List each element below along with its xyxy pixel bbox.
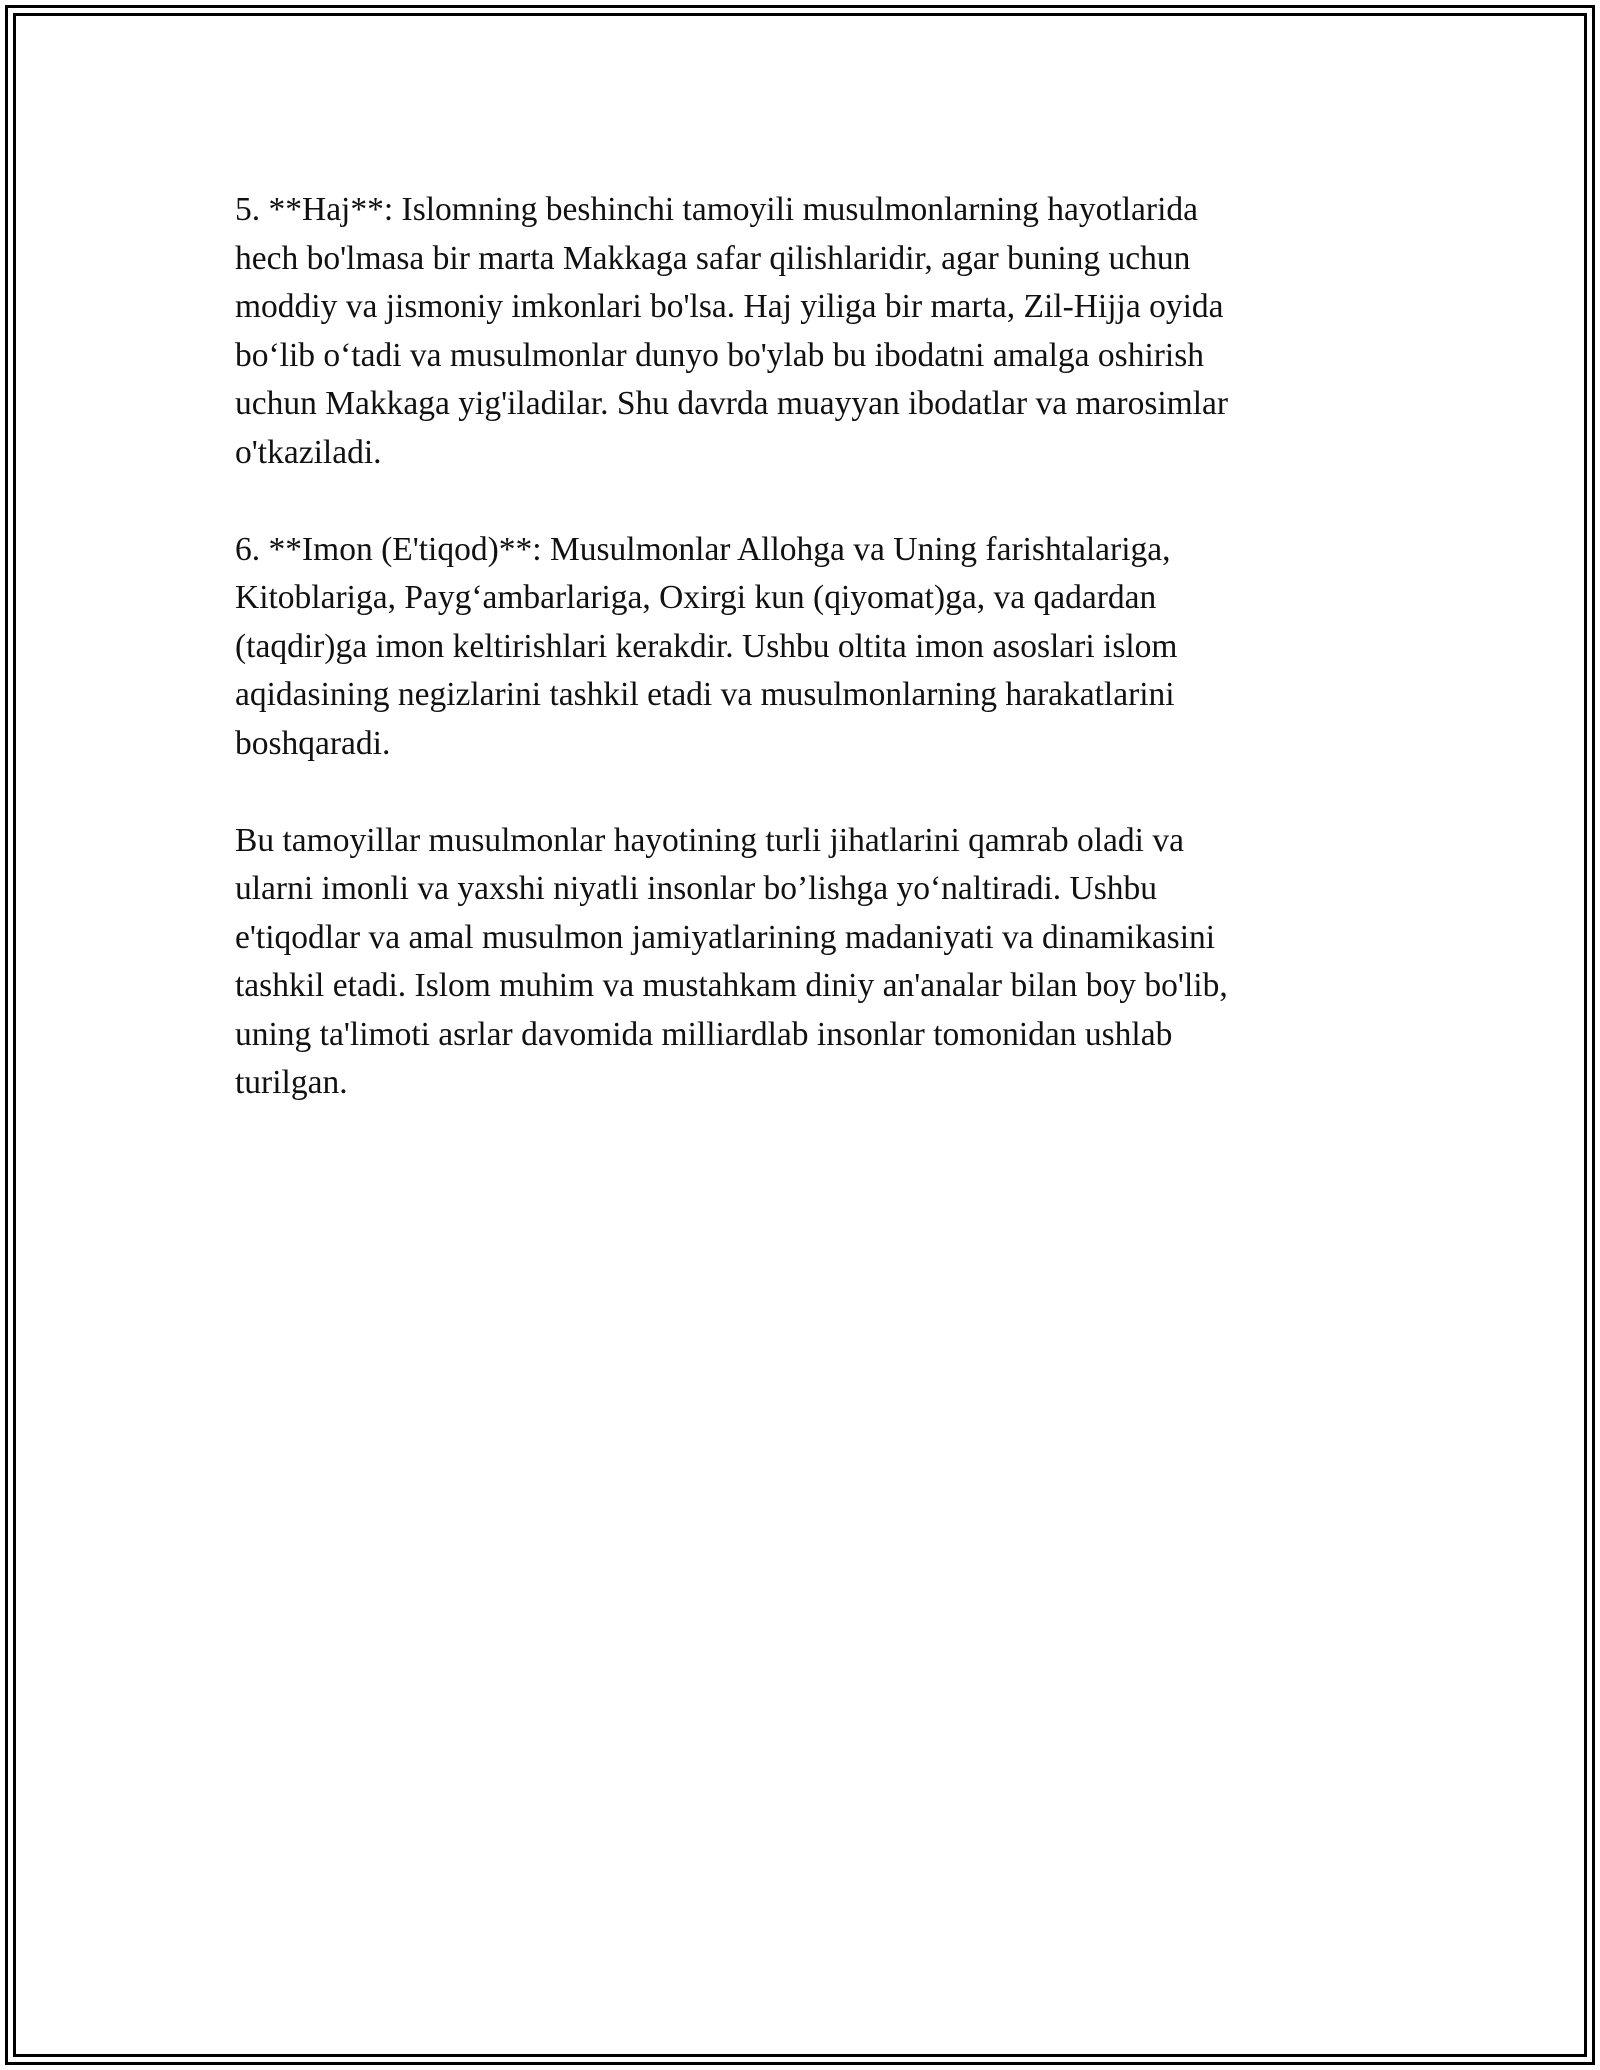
- paragraph-conclusion: Bu tamoyillar musulmonlar hayotining turli jihatlarini qamrab oladi va ularni imonli va yaxshi niyatli insonlar bo’lishga yo‘naltiradi. Ushbu e'tiqodlar va amal musulmon jamiyatlarining madaniyati va dinamikasini tashkil etadi. Islom muhim va mustahkam diniy an'analar bilan boy bo'lib, uning ta'limoti asrlar davomida milliardlab insonlar tomonidan ushlab turilgan.: [235, 821, 1228, 1101]
- paragraph-imon: 6. **Imon (E'tiqod)**: Musulmonlar Allohga va Uning farishtalariga, Kitoblariga, Payg‘ambarlariga, Oxirgi kun (qiyomat)ga, va qadardan (taqdir)ga imon keltirishlari kerakdir. Ushbu oltita imon asoslari islom aqidasining negizlarini tashkil etadi va musulmonlarning harakatlarini boshqaradi.: [235, 530, 1178, 762]
- paragraph-hajj: 5. **Haj**: Islomning beshinchi tamoyili musulmonlarning hayotlarida hech bo'lmasa bir marta Makkaga safar qilishlaridir, agar buning uchun moddiy va jismoniy imkonlari bo'lsa. Haj yiliga bir marta, Zil-Hijja oyida bo‘lib o‘tadi va musulmonlar dunyo bo'ylab bu ibodatni amalga oshirish uchun Makkaga yig'iladilar. Shu davrda muayyan ibodatlar va marosimlar o'tkaziladi.: [235, 191, 1229, 471]
- document-body: [235, 186, 1365, 1156]
